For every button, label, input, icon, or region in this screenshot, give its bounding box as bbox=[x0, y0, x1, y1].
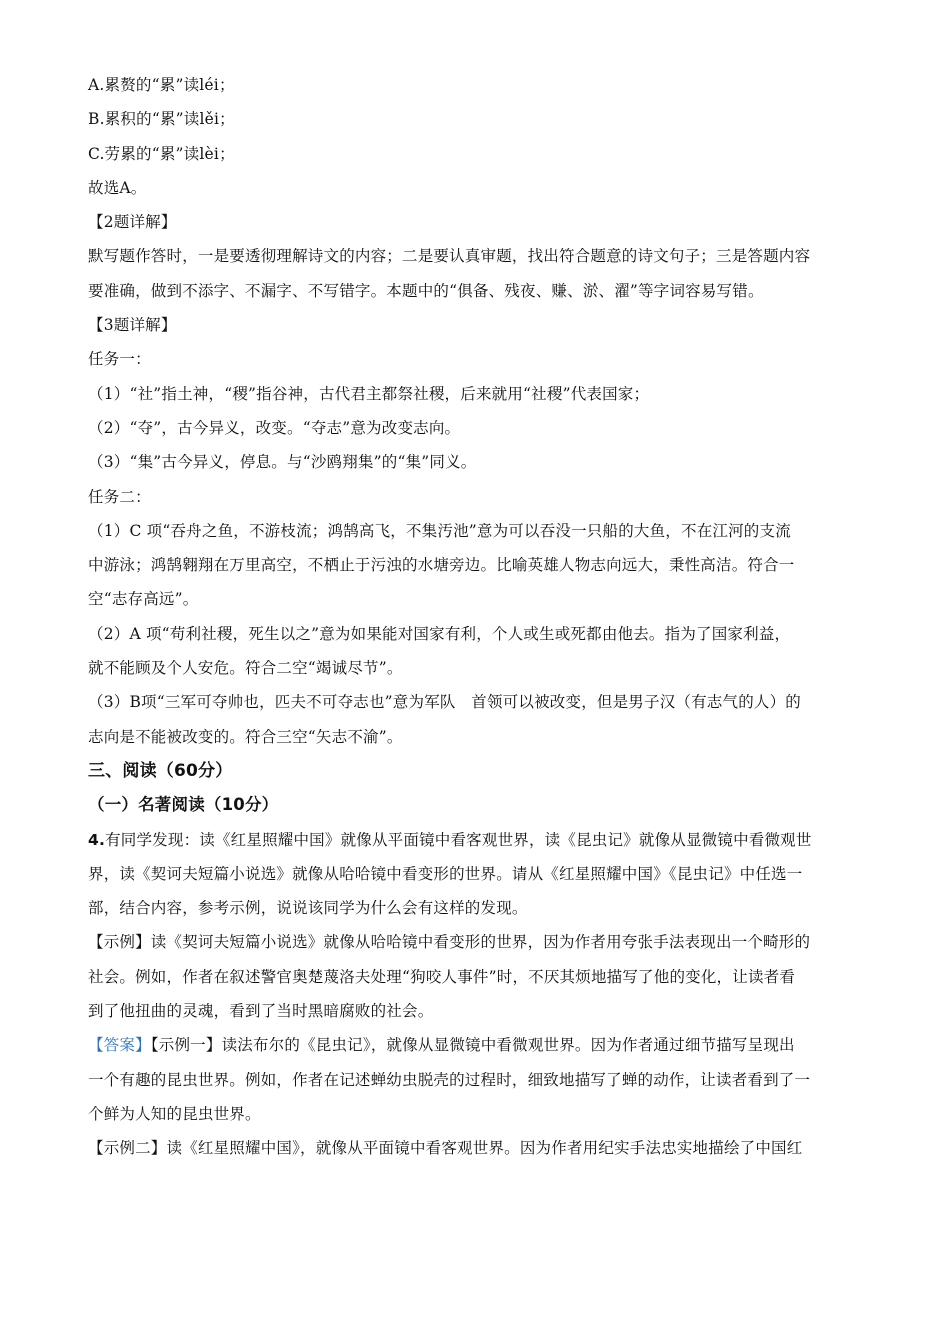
text-line: 任务一： bbox=[88, 350, 151, 369]
text-line: （1）“社”指土神，“稷”指谷神，古代君主都祭社稷，后来就用“社稷”代表国家； bbox=[88, 384, 650, 403]
text-line: 就不能顾及个人安危。符合二空“竭诚尽节”。 bbox=[88, 659, 403, 678]
question-line bbox=[88, 823, 868, 857]
question-line: 界，读《契诃夫短篇小说选》就像从哈哈镜中看变形的世界。请从《红星照耀中国》《昆虫记》中任选一 bbox=[88, 864, 803, 883]
text-line: 默写题作答时，一是要透彻理解诗文的内容；二是要认真审题，找出符合题意的诗文句子；三是答题内容 bbox=[88, 247, 811, 266]
question-line: 部，结合内容，参考示例，说说该同学为什么会有这样的发现。 bbox=[88, 899, 528, 918]
answer-text: 【示例一】读法布尔的《昆虫记》，就像从显微镜中看微观世界。因为作者通过细节描写呈现出 bbox=[150, 1036, 795, 1055]
answer-line: 个鲜为人知的昆虫世界。 bbox=[88, 1104, 261, 1123]
example-line: 到了他扭曲的灵魂，看到了当时黑暗腐败的社会。 bbox=[88, 1002, 434, 1021]
answer-line bbox=[88, 1028, 868, 1062]
answer-label: 【答案】 bbox=[88, 1036, 151, 1055]
text-line: 空“志存高远”。 bbox=[88, 590, 199, 609]
text-line: （2）A 项“苟利社稷，死生以之”意为如果能对国家有利，个人或生或死都由他去。指为了国家利益， bbox=[88, 624, 791, 643]
question-text: 有同学发现：读《红星照耀中国》就像从平面镜中看客观世界，读《昆虫记》就像从显微镜中看微观世 bbox=[105, 830, 812, 849]
text-line: 中游泳；鸿鹄翱翔在万里高空，不栖止于污浊的水塘旁边。比喻英雄人物志向远大，秉性高洁。符合一 bbox=[88, 556, 795, 575]
text-line: （1）C 项“吞舟之鱼，不游枝流；鸿鹄高飞，不集汚池”意为可以吞没一只船的大鱼，不在江河的支流 bbox=[88, 521, 791, 540]
text-line: （2）“夺”，古今异义，改变。“夺志”意为改变志向。 bbox=[88, 418, 461, 437]
answer-line: 【示例二】读《红星照耀中国》，就像从平面镜中看客观世界。因为作者用纪实手法忠实地描绘了中国红 bbox=[88, 1139, 803, 1158]
text-line: 故选A。 bbox=[88, 178, 147, 197]
text-line: 【2题详解】 bbox=[88, 213, 177, 232]
text-line: C.劳累的“累”读lèi； bbox=[88, 144, 235, 163]
text-line: 【3题详解】 bbox=[88, 316, 177, 335]
text-line: （3）“集”古今异义，停息。与“沙鸥翔集”的“集”同义。 bbox=[88, 453, 477, 472]
example-line: 【示例】读《契诃夫短篇小说选》就像从哈哈镜中看变形的世界，因为作者用夸张手法表现出一个畸形的 bbox=[88, 933, 811, 952]
subsection-title: （一）名著阅读（10分） bbox=[88, 795, 279, 815]
text-line: 任务二： bbox=[88, 487, 151, 506]
text-line: 要准确，做到不添字、不漏字、不写错字。本题中的“俱备、残夜、赚、淤、濯”等字词容易写错。 bbox=[88, 281, 764, 300]
text-line: B.累积的“累”读lěi； bbox=[88, 110, 235, 129]
example-line: 社会。例如，作者在叙述警官奥楚蔑洛夫处理“狗咬人事件”时，不厌其烦地描写了他的变化，让读者看 bbox=[88, 967, 796, 986]
document-page bbox=[88, 68, 868, 1166]
text-line: 志向是不能被改变的。符合三空“矢志不渝”。 bbox=[88, 727, 403, 746]
section-title: 三、阅读（60分） bbox=[88, 760, 233, 781]
text-line: （3）B项“三军可夺帅也，匹夫不可夺志也”意为军队 首领可以被改变，但是男子汉（有志气的人）的 bbox=[88, 693, 802, 712]
answer-line: 一个有趣的昆虫世界。例如，作者在记述蝉幼虫脱壳的过程时，细致地描写了蝉的动作，让读者看到了一 bbox=[88, 1070, 811, 1089]
question-number: 4. bbox=[88, 830, 106, 849]
text-line: A.累赘的“累”读léi； bbox=[88, 76, 235, 94]
